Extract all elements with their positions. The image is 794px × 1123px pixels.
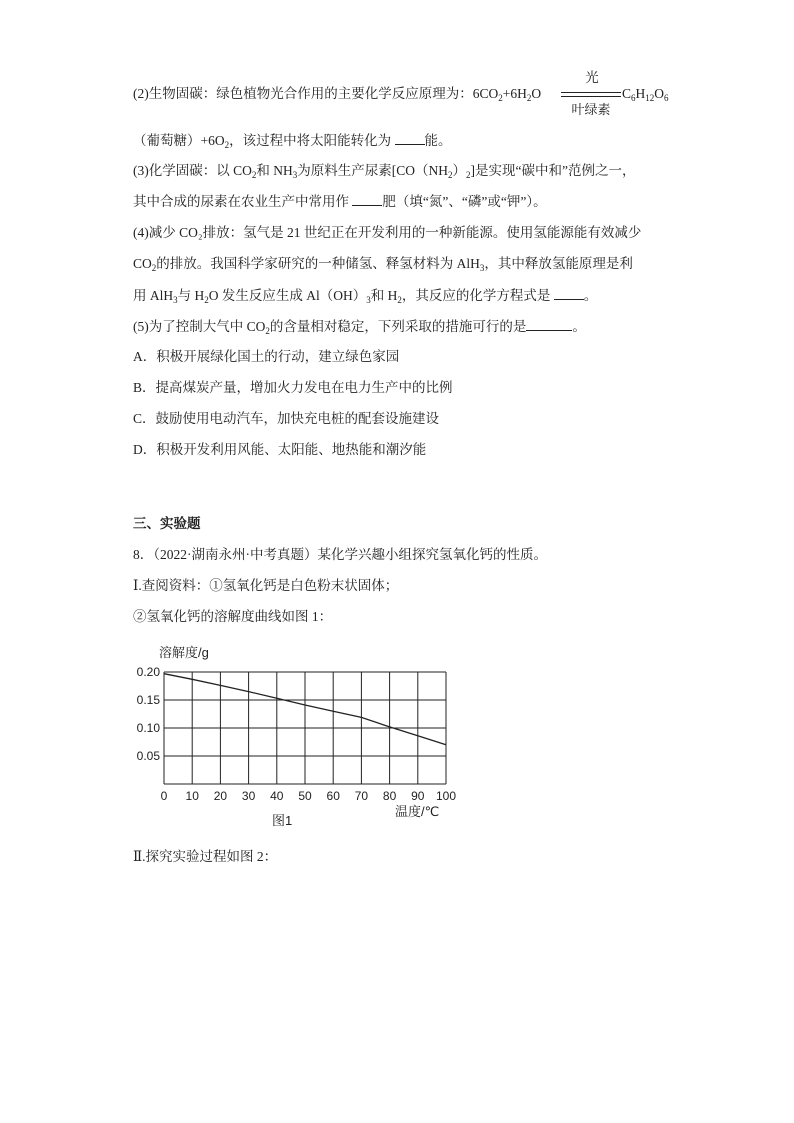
q5-stem: (5)为了控制大气中 $CO_2$的含量相对稳定，下列采取的措施可行的是 。 [133,319,586,336]
q3-line1: (3)化学固碳：以 $CO_2$和 $NH_3$为原料生产尿素$[CO(NH_2)_2]$是实现“碳中和”范例之一， [133,163,636,180]
q2-line2: （葡萄糖）$+6O_2$，该过程中将太阳能转化为 能。 [133,133,452,150]
option-c[interactable]: C．鼓励使用电动汽车，加快充电桩的配套设施建设 [133,411,440,426]
x-tick-label: 80 [382,789,397,803]
q2-line1 [133,86,541,102]
option-b[interactable]: B．提高煤炭产量，增加火力发电在电力生产中的比例 [133,380,453,395]
solubility-chart [125,640,475,830]
answer-blank[interactable] [352,193,382,206]
x-tick-label: 10 [185,789,199,803]
y-tick-label: 0.20 [136,665,160,679]
reaction-equals-sign [561,92,621,97]
q4-line1: (4)减少 CO₂排放：氢气是 21 世纪正在开发利用的一种新能源。使用氢能源能有效减少 [133,225,642,240]
answer-blank[interactable] [526,318,572,331]
option-a[interactable]: A．积极开展绿化国土的行动，建立绿色家园 [133,349,400,364]
x-tick-label: 20 [213,789,228,803]
option-d[interactable]: D．积极开发利用风能、太阳能、地热能和潮汐能 [133,442,427,457]
q2-product: $C_6H_{12}O_6$ [622,86,669,103]
x-tick-label: 60 [326,789,340,803]
q3-line2: 其中合成的尿素在农业生产中常用作 肥（填“氮”、“磷”或“钾”）。 [133,194,547,209]
question-8: 8．（2022·湖南永州·中考真题）某化学兴趣小组探究氢氧化钙的性质。 [133,547,547,562]
y-tick-label: 0.15 [136,693,160,707]
answer-blank[interactable] [395,132,425,145]
x-tick-label: 50 [298,789,312,803]
x-tick-label: 100 [435,789,457,803]
x-tick-label: 40 [270,789,284,803]
q4-line2: $CO_2$的排放。我国科学家研究的一种储氢、释氢材料为 AlH$_3$，其中释放氢能原理是利 [133,256,633,273]
q4-line3: 用 AlH$_3$与 $H_2O$ 发生反应生成 $Al(OH)_3$和 $H_2$，其反应的化学方程式是 。 [133,288,598,305]
answer-blank[interactable] [554,287,584,300]
x-tick-label: 30 [241,789,256,803]
x-tick-label: 90 [411,789,425,803]
info-line-1: Ⅰ.查阅资料：①氢氧化钙是白色粉末状固体； [133,578,399,593]
experiment-line: Ⅱ.探究实验过程如图 2： [133,849,278,864]
y-axis-label: 溶解度/g [159,645,209,660]
reaction-condition-top: 光 [585,70,599,85]
y-tick-label: 0.05 [136,749,160,763]
reaction-condition-bottom: 叶绿素 [571,102,611,117]
q2-label: (2)生物固碳：绿色植物光合作用的主要化学反应原理为： [133,86,473,101]
q2-reactants: $6CO_2+6H_2O$ [472,86,542,103]
info-line-2: ②氢氧化钙的溶解度曲线如图 1： [133,609,333,624]
figure-caption: 图1 [272,813,293,828]
x-tick-label: 70 [354,789,369,803]
x-tick-label: 0 [160,789,168,803]
y-tick-label: 0.10 [136,721,160,735]
section-heading: 三、实验题 [133,516,201,531]
x-axis-label: 温度/℃ [395,804,440,819]
